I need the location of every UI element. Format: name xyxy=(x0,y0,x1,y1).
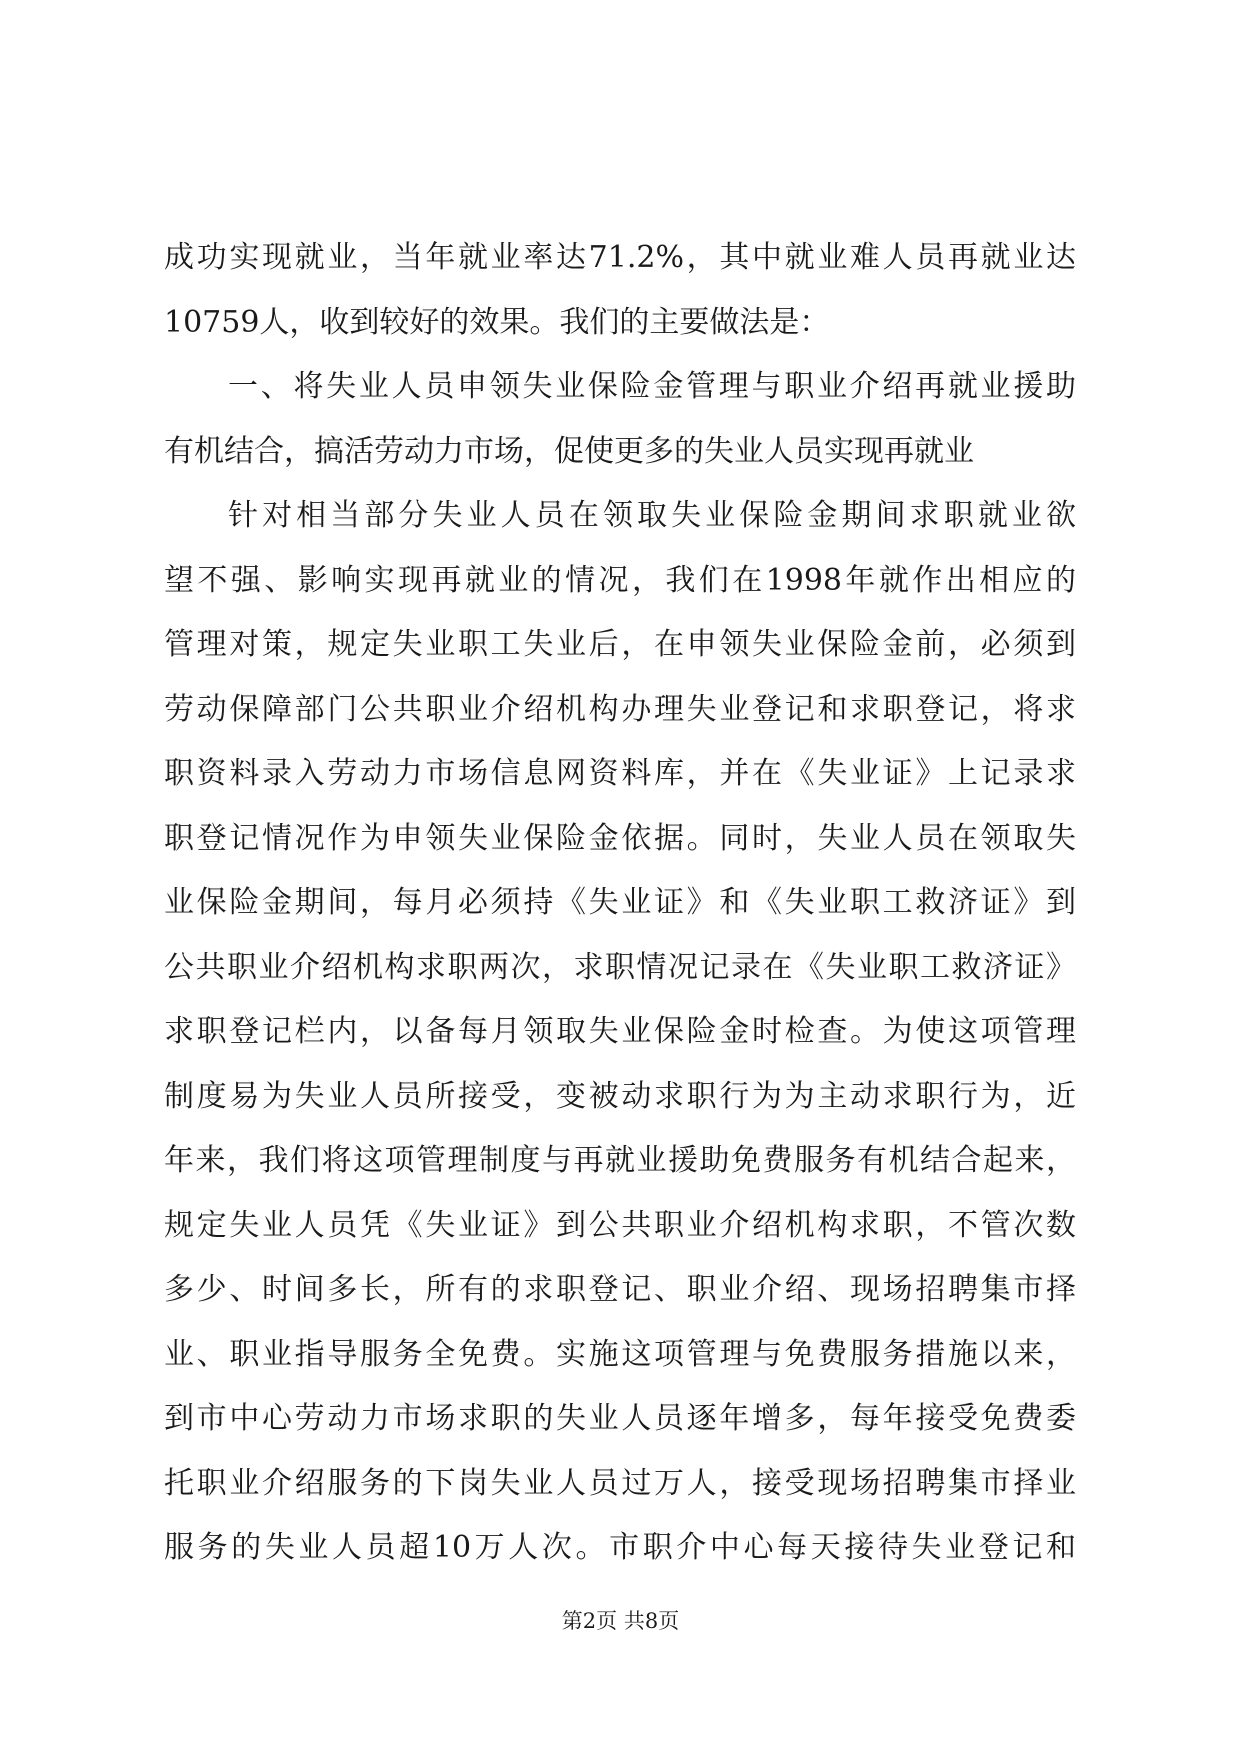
text-line: 年来，我们将这项管理制度与再就业援助免费服务有机结合起来， xyxy=(164,1143,1076,1178)
document-body xyxy=(164,226,1076,1581)
text-line: 多少、时间多长，所有的求职登记、职业介绍、现场招聘集市择 xyxy=(164,1272,1076,1307)
section-heading-line: 一、将失业人员申领失业保险金管理与职业介绍再就业援助 xyxy=(228,369,1076,404)
text-line: 成功实现就业，当年就业率达71.2%，其中就业难人员再就业达 xyxy=(164,240,1076,275)
text-line: 职资料录入劳动力市场信息网资料库，并在《失业证》上记录求 xyxy=(164,756,1076,791)
text-line: 业、职业指导服务全免费。实施这项管理与免费服务措施以来， xyxy=(164,1336,1076,1372)
text-line: 制度易为失业人员所接受，变被动求职行为为主动求职行为，近 xyxy=(164,1078,1076,1114)
text-line: 托职业介绍服务的下岗失业人员过万人，接受现场招聘集市择业 xyxy=(164,1465,1076,1501)
text-line: 针对相当部分失业人员在领取失业保险金期间求职就业欲 xyxy=(228,498,1076,533)
text-line: 劳动保障部门公共职业介绍机构办理失业登记和求职登记，将求 xyxy=(164,691,1076,727)
page-number-footer: 第2页 共8页 xyxy=(561,1609,680,1633)
text-line: 求职登记栏内，以备每月领取失业保险金时检查。为使这项管理 xyxy=(164,1014,1076,1049)
text-line: 到市中心劳动力市场求职的失业人员逐年增多，每年接受免费委 xyxy=(164,1401,1076,1436)
text-line: 规定失业人员凭《失业证》到公共职业介绍机构求职，不管次数 xyxy=(164,1207,1076,1243)
text-line: 管理对策，规定失业职工失业后，在申领失业保险金前，必须到 xyxy=(164,627,1076,662)
text-line: 10759人，收到较好的效果。我们的主要做法是： xyxy=(164,304,830,340)
text-line: 服务的失业人员超10万人次。市职介中心每天接待失业登记和 xyxy=(164,1530,1076,1565)
text-line: 业保险金期间，每月必须持《失业证》和《失业职工救济证》到 xyxy=(164,885,1076,920)
text-line: 公共职业介绍机构求职两次，求职情况记录在《失业职工救济证》 xyxy=(164,949,1076,985)
text-line: 望不强、影响实现再就业的情况，我们在1998年就作出相应的 xyxy=(164,562,1076,598)
text-line: 职登记情况作为申领失业保险金依据。同时，失业人员在领取失 xyxy=(164,820,1076,856)
section-heading-line: 有机结合，搞活劳动力市场，促使更多的失业人员实现再就业 xyxy=(164,433,974,469)
